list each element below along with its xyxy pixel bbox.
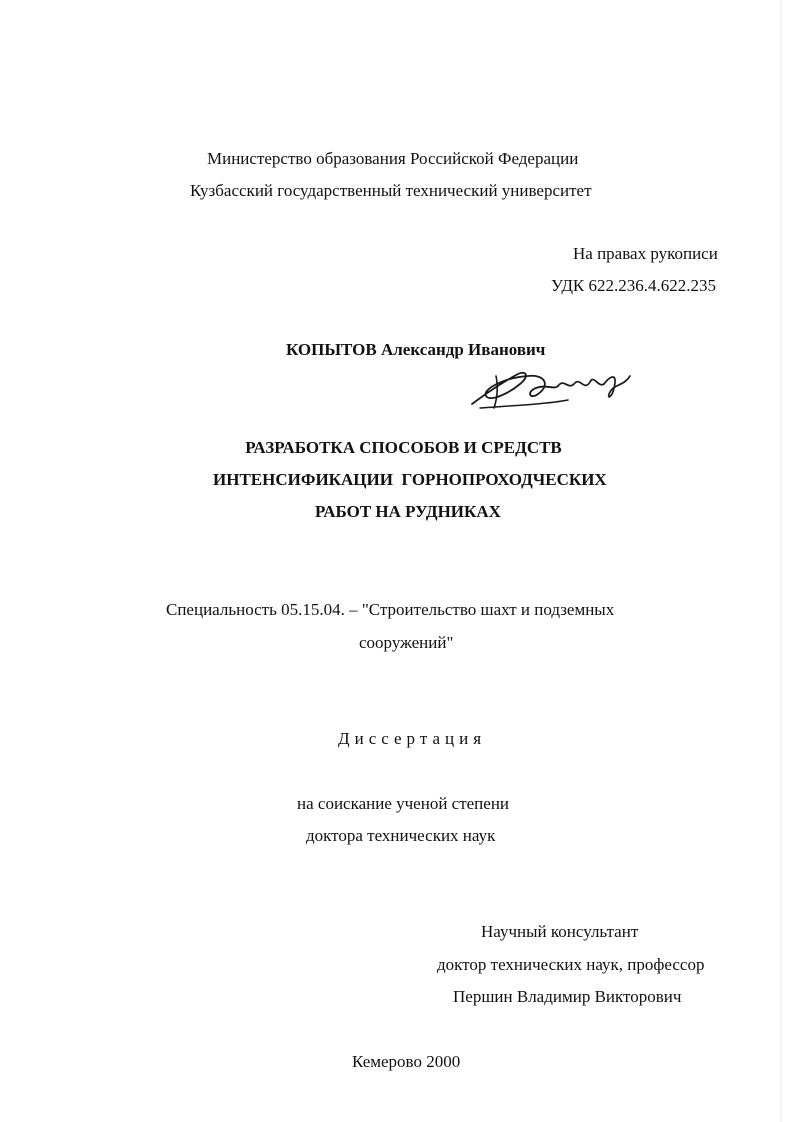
university-name: Кузбасский государственный технический университет	[190, 181, 592, 200]
title-line-3: РАБОТ НА РУДНИКАХ	[315, 502, 501, 521]
title-line-1: РАЗРАБОТКА СПОСОБОВ И СРЕДСТВ	[245, 438, 562, 457]
author-name: КОПЫТОВ Александр Иванович	[286, 340, 546, 359]
title-line-2: ИНТЕНСИФИКАЦИИ ГОРНОПРОХОДЧЕСКИХ	[213, 470, 607, 489]
consultant-name: Першин Владимир Викторович	[453, 987, 682, 1006]
consultant-title: доктор технических наук, профессор	[437, 955, 705, 974]
city-year: Кемерово 2000	[352, 1052, 461, 1071]
udc-code: УДК 622.236.4.622.235	[551, 276, 717, 295]
degree-line-2: доктора технических наук	[306, 826, 496, 845]
ministry-name: Министерство образования Российской Федерации	[207, 149, 579, 168]
author-signature	[468, 362, 638, 417]
consultant-role: Научный консультант	[481, 922, 639, 941]
scan-edge-shadow	[780, 0, 782, 1122]
manuscript-rights-note: На правах рукописи	[573, 244, 718, 263]
specialty-line-1: Специальность 05.15.04. – "Строительство шахт и подземных	[166, 600, 615, 619]
document-type: Диссертация	[338, 729, 487, 748]
degree-line-1: на соискание ученой степени	[297, 794, 510, 813]
specialty-line-2: сооружений"	[359, 633, 454, 652]
